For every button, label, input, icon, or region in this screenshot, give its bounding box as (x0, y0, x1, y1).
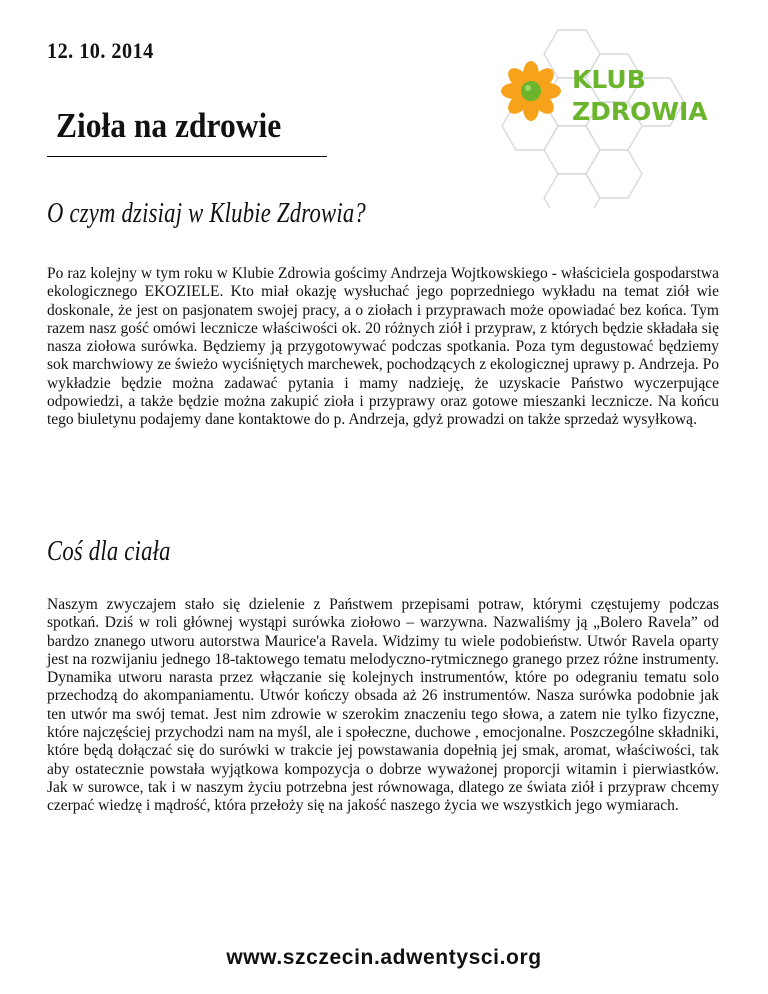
section-heading-body: Coś dla ciała (47, 535, 171, 567)
logo-text-klub: KLUB (572, 65, 646, 94)
issue-date: 12. 10. 2014 (47, 38, 154, 63)
flower-icon (501, 61, 561, 121)
page-title: Zioła na zdrowie (56, 106, 282, 145)
section-body-recipe: Naszym zwyczajem stało się dzielenie z Państwem przepisami potraw, którymi częstujemy podczas spotkań. Dziś w roli głównej wystąpi surówka ziołowo – warzywna. Nazwaliśmy ją „Bolero Ravela” od bardzo znanego utworu autorstwa Maurice'a Ravela. Widzimy tu wiele podobieństw. Utwór Ravela oparty jest na rozwijaniu jednego 18-taktowego tematu melodyczno-rytmicznego granego przez różne instrumenty. Dynamika utworu narasta przez włączanie się kolejnych instrumentów, które po odegraniu tematu solo przechodzą do akompaniamentu. Utwór kończy obsada aż 26 instrumentów. Nasza surówka podobnie jak ten utwór ma swój temat. Jest nim zdrowie w szerokim znaczeniu tego słowa, a zatem nie tylko fizyczne, które najczęściej przychodzi nam na myśl, ale i społeczne, duchowe , emocjonalne. Poszczególne składniki, które będą dołączać się do surówki w trakcie jej powstawania dopełnią jej smak, aromat, właściwości, tak aby ostatecznie powstała wyjątkowa kompozycja o dobrze wyważonej proporcji witamin i pierwiastków. Jak w surowce, tak i w naszym życiu potrzebna jest równowaga, dlatego ze świata ziół i przypraw chcemy czerpać wiedzę i mądrość, która przełoży się na jakość naszego życia we wszystkich jego wymiarach. (47, 596, 719, 815)
section-heading-about: O czym dzisiaj w Klubie Zdrowia? (47, 197, 366, 229)
footer-website-link[interactable]: www.szczecin.adwentysci.org (226, 946, 542, 969)
title-underline (47, 156, 327, 157)
klub-zdrowia-logo (498, 28, 728, 208)
logo-graphic (498, 28, 728, 208)
section-body-about: Po raz kolejny w tym roku w Klubie Zdrowia gościmy Andrzeja Wojtkowskiego - właściciela gospodarstwa ekologicznego EKOZIELE. Kto miał okazję wysłuchać jego poprzedniego wykładu na temat ziół wie doskonale, że jest on pasjonatem swojej pracy, a o ziołach i przyprawach może opowiadać bez końca. Tym razem nasz gość omówi lecznicze właściwości ok. 20 różnych ziół i przypraw, z których będzie składała się nasza ziołowa surówka. Będziemy ją przygotowywać podczas spotkania. Poza tym degustować będziemy sok marchwiowy ze świeżo wyciśniętych marchewek, pochodzących z ekologicznej uprawy p. Andrzeja. Po wykładzie będzie można zadawać pytania i mamy nadzieję, że uzyskacie Państwo wyczerpujące odpowiedzi, a także będzie można zakupić zioła i przyprawy oraz gotowe mieszanki lecznicze. Na końcu tego biuletynu podajemy dane kontaktowe do p. Andrzeja, gdyż prowadzi on także sprzedaż wysyłkową. (47, 265, 719, 429)
logo-text-zdrowia: ZDROWIA (572, 97, 708, 126)
